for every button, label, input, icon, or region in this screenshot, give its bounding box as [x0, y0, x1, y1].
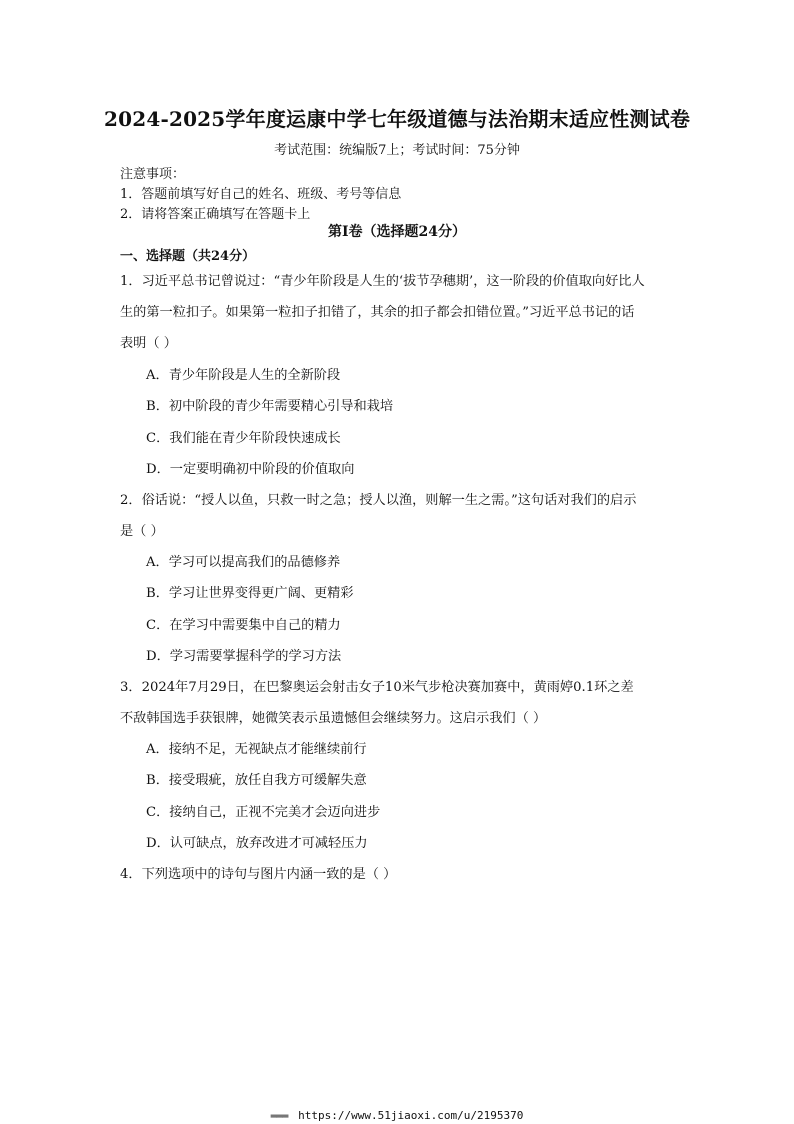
question-3-option-c: C．接纳自己，正视不完美才会迈向进步	[146, 805, 381, 820]
notice-item-1: 1．答题前填写好自己的姓名、班级、考号等信息	[120, 187, 402, 202]
footer-mark: ▬▬▬	[270, 1109, 288, 1122]
question-2-option-c: C．在学习中需要集中自己的精力	[146, 618, 341, 633]
notice-heading: 注意事项：	[120, 167, 186, 182]
part-title: 一、选择题（共24分）	[120, 249, 256, 264]
question-3-option-d: D．认可缺点，放弃改进才可减轻压力	[146, 836, 368, 851]
notice-item-2: 2．请将答案正确填写在答题卡上	[120, 207, 311, 222]
question-2-option-a: A．学习可以提高我们的品德修养	[146, 555, 341, 570]
question-1-line-2: 生的第一粒扣子。如果第一粒扣子扣错了，其余的扣子都会扣错位置。”习近平总书记的话	[120, 305, 635, 320]
footer	[0, 1109, 794, 1122]
question-1-option-c: C．我们能在青少年阶段快速成长	[146, 431, 341, 446]
question-1-option-a: A．青少年阶段是人生的全新阶段	[146, 368, 341, 383]
question-3-option-b: B．接受瑕疵，放任自我方可缓解失意	[146, 773, 367, 788]
question-2-option-b: B．学习让世界变得更广阔、更精彩	[146, 586, 354, 601]
question-4-line-1: 4．下列选项中的诗句与图片内涵一致的是（ ）	[120, 867, 397, 882]
question-1-line-3: 表明（ ）	[120, 336, 177, 351]
question-1-option-d: D．一定要明确初中阶段的价值取向	[146, 462, 355, 477]
question-2-line-1: 2．俗话说：“授人以鱼，只救一时之急；授人以渔，则解一生之需。”这句话对我们的启示	[120, 493, 637, 508]
footer-url-link[interactable]: https://www.51jiaoxi.com/u/2195370	[298, 1109, 524, 1122]
question-3-option-a: A．接纳不足，无视缺点才能继续前行	[146, 742, 367, 757]
exam-title: 2024-2025学年度运康中学七年级道德与法治期末适应性测试卷	[103, 107, 691, 131]
question-1-option-b: B．初中阶段的青少年需要精心引导和栽培	[146, 399, 394, 414]
question-3-line-2: 不敌韩国选手获银牌，她微笑表示虽遗憾但会继续努力。这启示我们（ ）	[120, 711, 547, 726]
question-2-line-2: 是（ ）	[120, 524, 164, 539]
question-1-line-1: 1．习近平总书记曾说过：“青少年阶段是人生的‘拔节孕穗期’，这一阶段的价值取向好比人	[120, 274, 645, 289]
exam-subtitle: 考试范围：统编版7上；考试时间：75分钟	[274, 143, 520, 158]
question-3-line-1: 3．2024年7月29日，在巴黎奥运会射击女子10米气步枪决赛加赛中，黄雨婷0.1环之差	[120, 680, 634, 695]
question-2-option-d: D．学习需要掌握科学的学习方法	[146, 649, 342, 664]
volume-title: 第I卷（选择题24分）	[327, 224, 467, 240]
